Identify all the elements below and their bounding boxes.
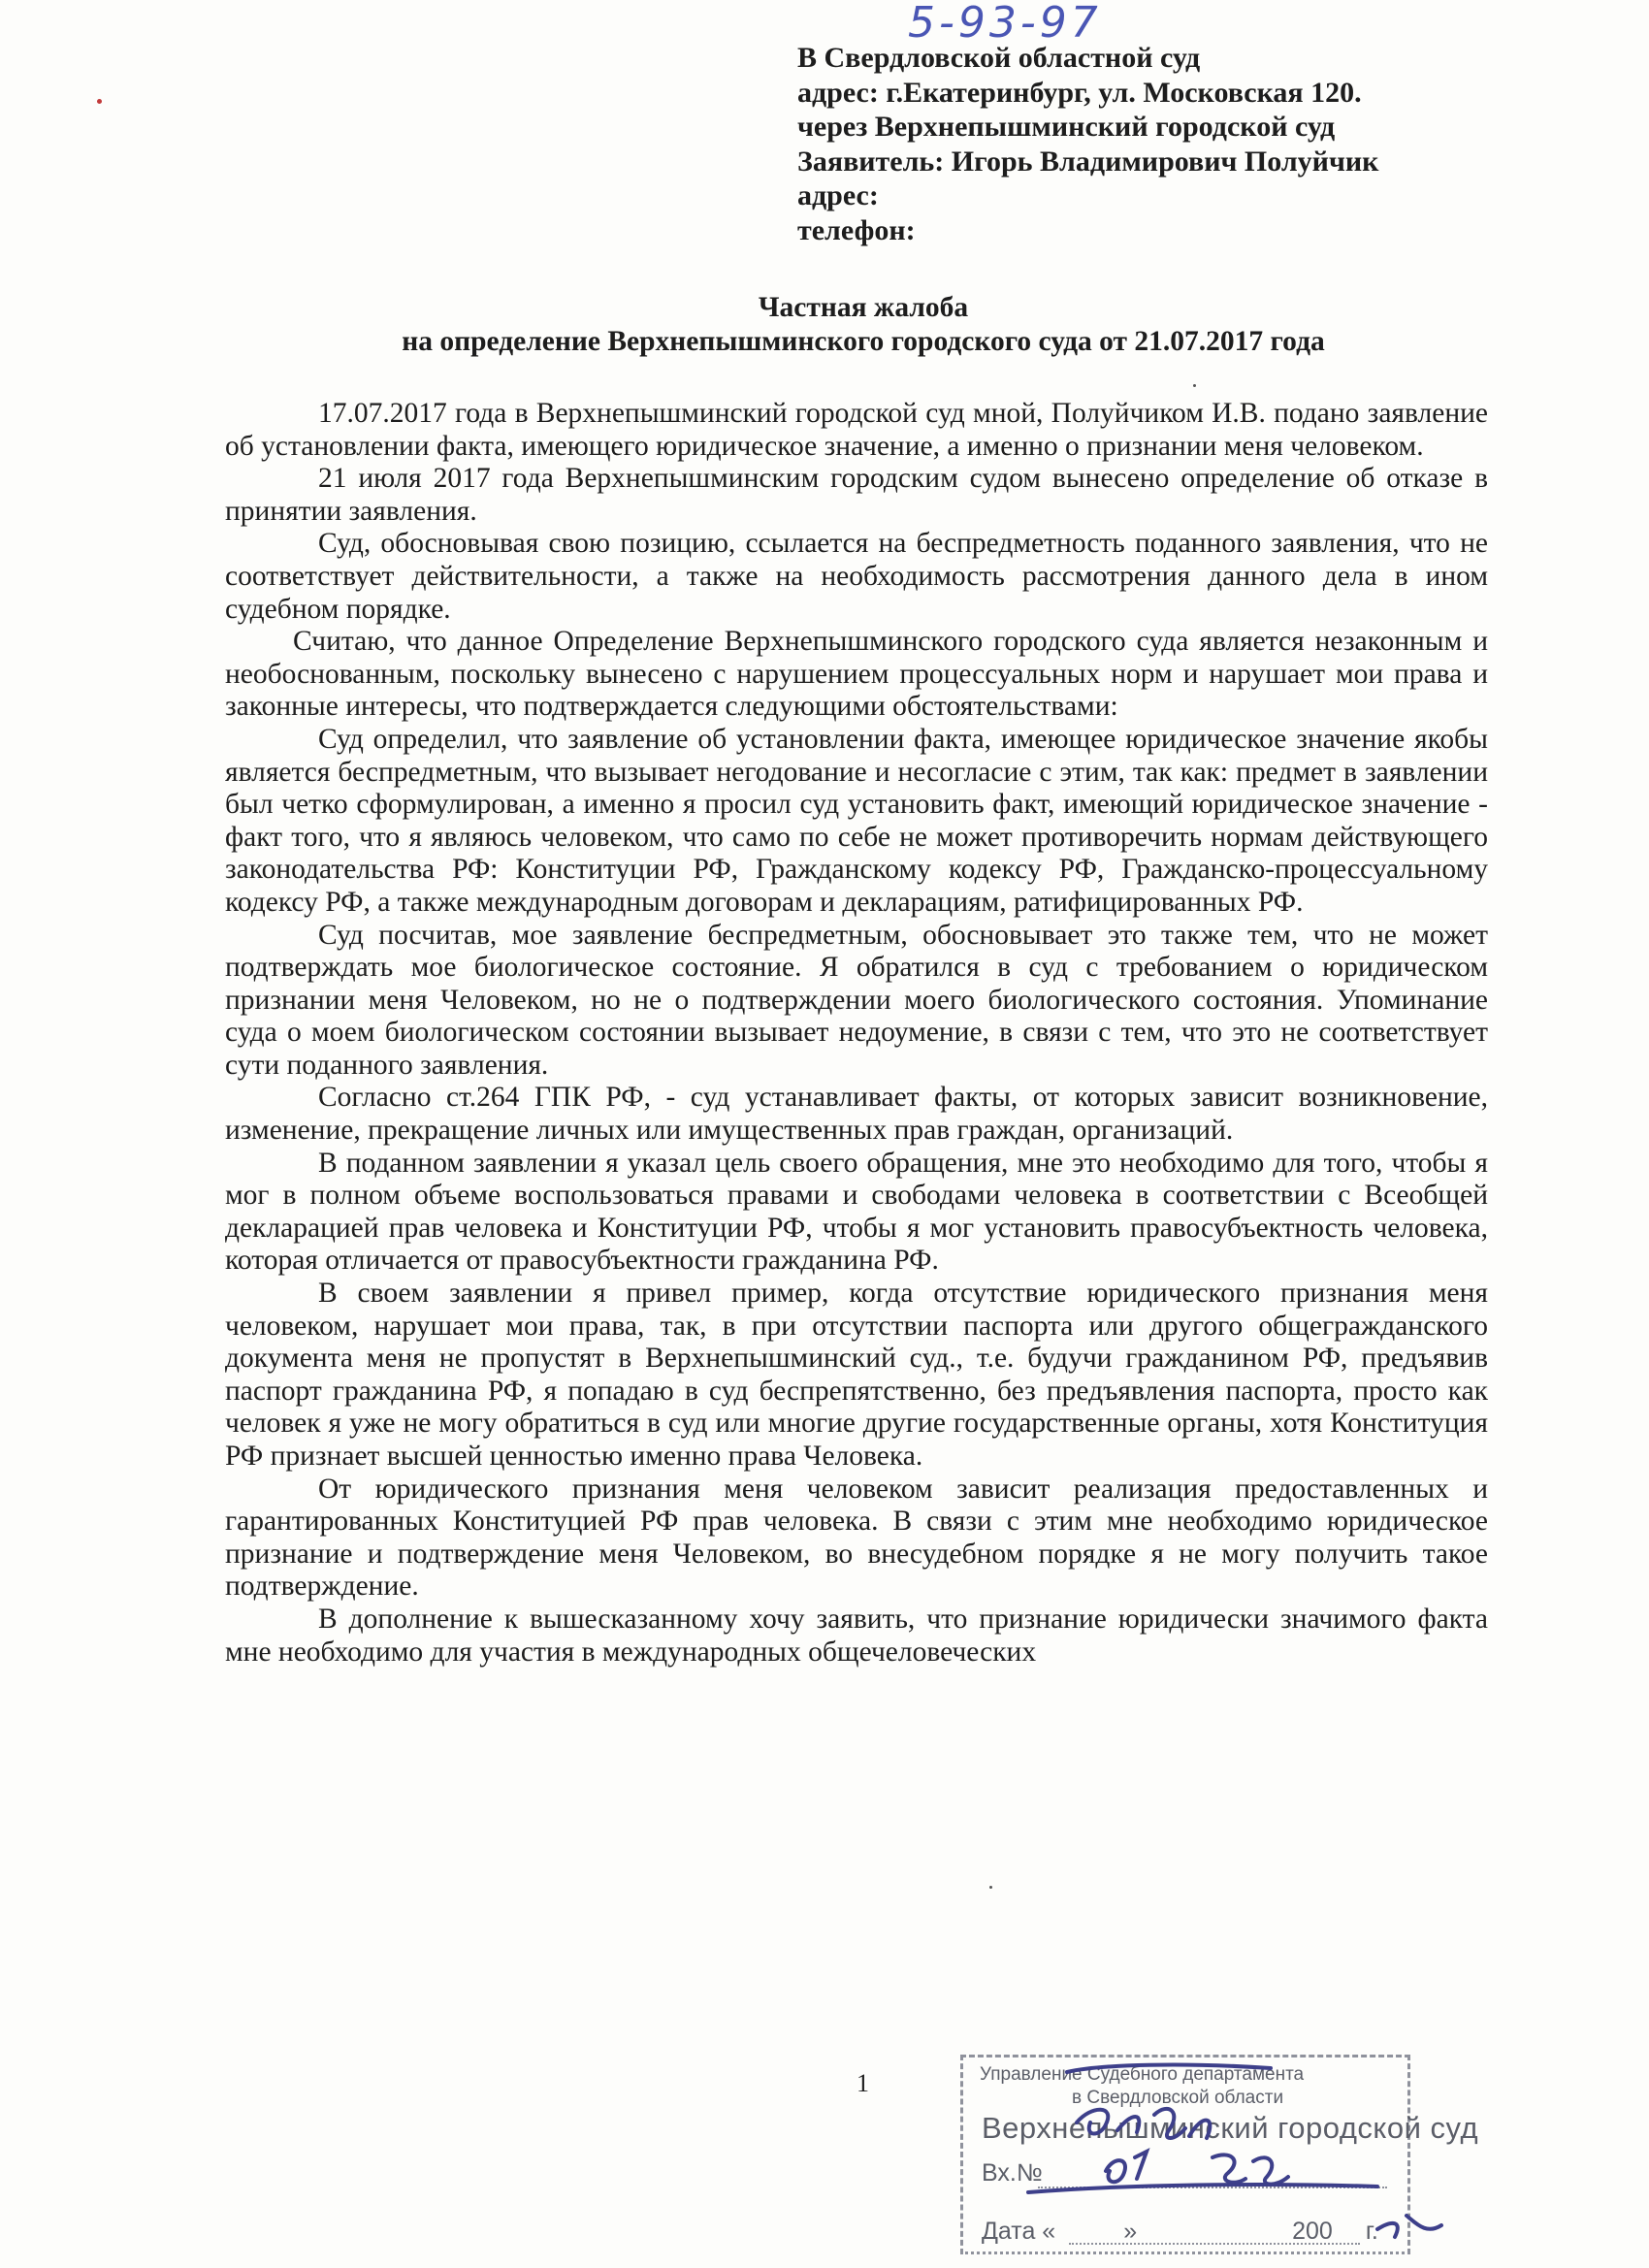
ink-speck [989, 1886, 992, 1889]
stamp-incoming-number: Вх.№ [982, 2159, 1043, 2187]
addressee-via: через Верхнепышминский городской суд [797, 111, 1336, 143]
stamp-region: в Свердловской области [1072, 2088, 1284, 2108]
paragraph: В дополнение к вышесказанному хочу заявить, что признание юридически значимого факта мне необходимо для участия в международных общечеловеческих [225, 1603, 1488, 1668]
svg-text:5-93-97: 5-93-97 [908, 0, 1102, 48]
ink-speck [97, 99, 102, 104]
stamp-date-suffix: г. [1365, 2218, 1378, 2245]
paragraph: Суд посчитав, мое заявление беспредметным, обосновывает это также тем, что не может подтверждать мое биологическое состояние. Я обратился в суд с требованием о юридическом признании меня Человеком, но не о подтверждении моего биологического состояния. Упоминание суда о моем биологическом состоянии вызывает недоумение, в связи с тем, что это не соответствует сути поданного заявления. [225, 919, 1488, 1081]
paragraph: Суд определил, что заявление об установлении факта, имеющее юридическое значение якобы является беспредметным, что вызывает негодование и несогласие с этим, так как: предмет в заявлении был четко сформулирован, а именно я просил суд установить факт, имеющий юридическое значение - факт того, что я являюсь человеком, что само по себе не может противоречить нормам действующего законодательства РФ: Конституции РФ, Гражданскому кодексу РФ, Гражданско-процессуальному кодексу РФ, а также международным договорам и декларациям, ратифицированных РФ. [225, 723, 1488, 918]
addressee-block [797, 41, 1573, 247]
paragraph: В поданном заявлении я указал цель своего обращения, мне это необходимо для того, чтобы я мог в полном объеме воспользоваться правами и свободами человека в соответствии с Всеобщей декларацией прав человека и Конституции РФ, чтобы я мог установить правосубъектность человека, которая отличается от правосубъектности гражданина РФ. [225, 1147, 1488, 1277]
paragraph: От юридического признания меня человеком зависит реализация предоставленных и гарантированных Конституцией РФ прав человека. В связи с этим мне необходимо юридическое признание и подтверждение меня Человеком, во внесудебном порядке я не могу получить такое подтверждение. [225, 1473, 1488, 1603]
document-body [225, 398, 1488, 1669]
paragraph: 21 июля 2017 года Верхнепышминским городским судом вынесено определение об отказе в принятии заявления. [225, 463, 1488, 527]
applicant-phone: телефон: [797, 213, 916, 246]
paragraph: 17.07.2017 года в Верхнепышминский городской суд мной, Полуйчиком И.В. подано заявление об установлении факта, имеющего юридическое значение, а именно о признании меня человеком. [225, 398, 1488, 462]
title-line-2: на определение Верхнепышминского городского суда от 21.07.2017 года [402, 326, 1325, 357]
paragraph: Считаю, что данное Определение Верхнепышминского городского суда является незаконным и необоснованным, поскольку вынесено с нарушением процессуальных норм и нарушает мои права и законные интересы, что подтверждается следующими обстоятельствами: [225, 626, 1488, 723]
stamp-court-name: Верхнепышминский городской суд [982, 2111, 1479, 2145]
ink-speck [1193, 384, 1196, 387]
handwritten-case-number [902, 0, 1135, 48]
document-title [233, 291, 1494, 359]
stamp-date-label: Дата « [982, 2218, 1056, 2245]
paragraph: В своем заявлении я привел пример, когда отсутствие юридического признания меня человеком, нарушает мои права, так, в при отсутствии паспорта или другого общегражданского документа меня не пропустят в Верхнепышминский суд., т.е. будучи гражданином РФ, предъявив паспорт гражданина РФ, я попадаю в суд беспрепятственно, без предъявления паспорта, просто как человек я уже не могу обратиться в суд или многие другие государственные органы, хотя Конституция РФ признает высшей ценностью именно права Человека. [225, 1278, 1488, 1472]
applicant-address: адрес: [797, 179, 879, 211]
handwritten-stamp-entries-icon [1009, 2055, 1474, 2263]
addressee-court: В Свердловской областной суд [797, 42, 1201, 74]
paragraph: Суд, обосновывая свою позицию, ссылается на беспредметность поданного заявления, что не соответствует действительности, а также на необходимость рассмотрения данного дела в ином судебном порядке. [225, 528, 1488, 625]
stamp-date-year: 200 [1292, 2218, 1333, 2245]
paragraph: Согласно ст.264 ГПК РФ, - суд устанавливает факты, от которых зависит возникновение, изменение, прекращение личных или имущественных прав граждан, организаций. [225, 1082, 1488, 1147]
page-number: 1 [857, 2069, 869, 2097]
title-line-1: Частная жалоба [758, 292, 969, 323]
applicant-name: Заявитель: Игорь Владимирович Полуйчик [797, 145, 1379, 178]
stamp-date-quote: » [1123, 2218, 1138, 2245]
stamp-department: Управление Судебного департамента [980, 2064, 1305, 2085]
addressee-address: адрес: г.Екатеринбург, ул. Московская 120. [797, 76, 1362, 109]
